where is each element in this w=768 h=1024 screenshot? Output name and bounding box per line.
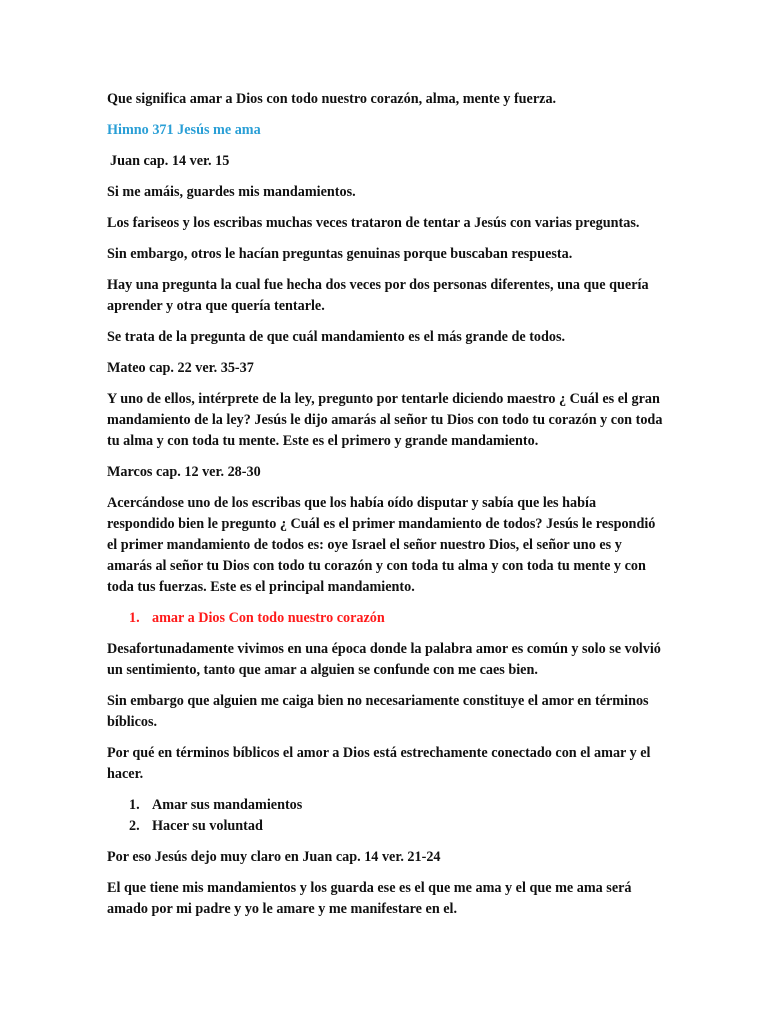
list-item-text: Amar sus mandamientos xyxy=(152,797,303,813)
list-item xyxy=(107,816,667,837)
paragraph: El que tiene mis mandamientos y los guarda ese es el que me ama y el que me ama será amado por mi padre y yo le amare y me manifestare en el. xyxy=(107,880,632,917)
list-item xyxy=(107,608,667,629)
paragraph: Desafortunadamente vivimos en una época donde la palabra amor es común y solo se volvió un sentimiento, tanto que amar a alguien se confunde con me caes bien. xyxy=(107,641,661,678)
paragraph: Acercándose uno de los escribas que los había oído disputar y sabía que les había respondido bien le pregunto ¿ Cuál es el primer mandamiento de todos? Jesús le respondió el primer mandamiento de todos es: oye Israel el señor nuestro Dios, el señor uno es y amarás al señor tu Dios con todo tu corazón y con toda tu alma y con toda tu mente y con toda tus fuerzas. Este es el principal mandamiento. xyxy=(107,495,656,595)
scripture-reference: Juan cap. 14 ver. 15 xyxy=(110,153,230,169)
paragraph: Sin embargo que alguien me caiga bien no necesariamente constituye el amor en términos bíblicos. xyxy=(107,693,649,730)
list-item xyxy=(107,795,667,816)
scripture-reference: Marcos cap. 12 ver. 28-30 xyxy=(107,464,261,480)
scripture-reference: Mateo cap. 22 ver. 35-37 xyxy=(107,360,254,376)
list-item-text: amar a Dios Con todo nuestro corazón xyxy=(152,610,385,626)
paragraph: Sin embargo, otros le hacían preguntas genuinas porque buscaban respuesta. xyxy=(107,246,573,262)
paragraph: Hay una pregunta la cual fue hecha dos veces por dos personas diferentes, una que quería aprender y otra que quería tentarle. xyxy=(107,277,649,314)
scripture-reference: Por eso Jesús dejo muy claro en Juan cap. 14 ver. 21-24 xyxy=(107,849,441,865)
paragraph: Si me amáis, guardes mis mandamientos. xyxy=(107,184,356,200)
numbered-list xyxy=(107,795,667,837)
document-title: Que significa amar a Dios con todo nuestro corazón, alma, mente y fuerza. xyxy=(107,91,557,107)
paragraph: Los fariseos y los escribas muchas veces trataron de tentar a Jesús con varias preguntas. xyxy=(107,215,640,231)
paragraph: Se trata de la pregunta de que cuál mandamiento es el más grande de todos. xyxy=(107,329,566,345)
document-page xyxy=(107,89,667,930)
paragraph: Y uno de ellos, intérprete de la ley, pregunto por tentarle diciendo maestro ¿ Cuál es el gran mandamiento de la ley? Jesús le dijo amarás al señor tu Dios con todo tu corazón y con toda tu alma y con toda tu mente. Este es el primero y grande mandamiento. xyxy=(107,391,663,449)
list-number: 2. xyxy=(129,818,140,834)
list-item-text: Hacer su voluntad xyxy=(152,818,263,834)
hymn-heading: Himno 371 Jesús me ama xyxy=(107,122,261,138)
paragraph: Por qué en términos bíblicos el amor a Dios está estrechamente conectado con el amar y el hacer. xyxy=(107,745,651,782)
numbered-list-red xyxy=(107,608,667,629)
list-number: 1. xyxy=(129,610,140,626)
list-number: 1. xyxy=(129,797,140,813)
